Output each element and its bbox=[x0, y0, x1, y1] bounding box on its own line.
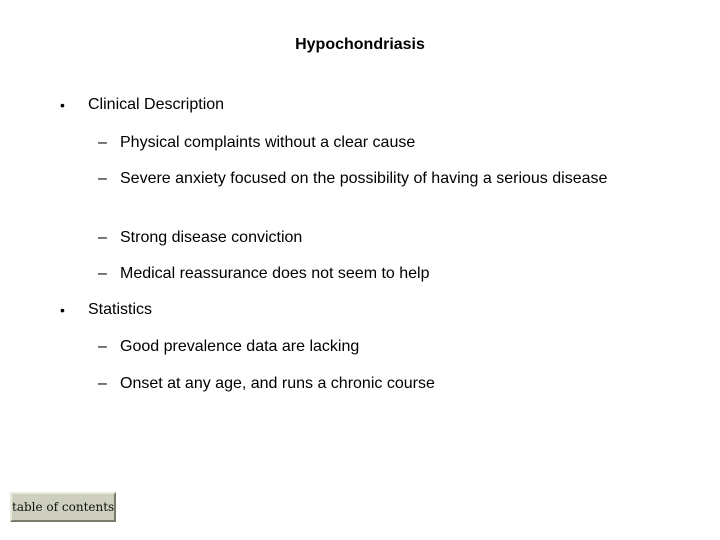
sub-item-text: Severe anxiety focused on the possibility of having a serious disease bbox=[120, 170, 608, 187]
bullet-marker: • bbox=[60, 97, 65, 113]
sub-marker: – bbox=[98, 134, 107, 151]
bullet-marker: • bbox=[60, 302, 65, 318]
sub-marker: – bbox=[98, 375, 107, 392]
bullet-label: Statistics bbox=[88, 301, 153, 318]
sub-item-text: Onset at any age, and runs a chronic course bbox=[120, 375, 435, 392]
sub-item-text: Good prevalence data are lacking bbox=[120, 338, 360, 355]
sub-item-text: Strong disease conviction bbox=[120, 229, 303, 246]
slide-title: Hypochondriasis bbox=[295, 36, 425, 53]
sub-marker: – bbox=[98, 265, 107, 282]
sub-marker: – bbox=[98, 170, 107, 187]
table-of-contents-button[interactable]: table of contents bbox=[10, 492, 116, 522]
bullet-label: Clinical Description bbox=[88, 96, 225, 113]
sub-item-text: Medical reassurance does not seem to help bbox=[120, 265, 430, 282]
sub-marker: – bbox=[98, 229, 107, 246]
sub-item-text: Physical complaints without a clear cause bbox=[120, 134, 416, 151]
sub-marker: – bbox=[98, 338, 107, 355]
